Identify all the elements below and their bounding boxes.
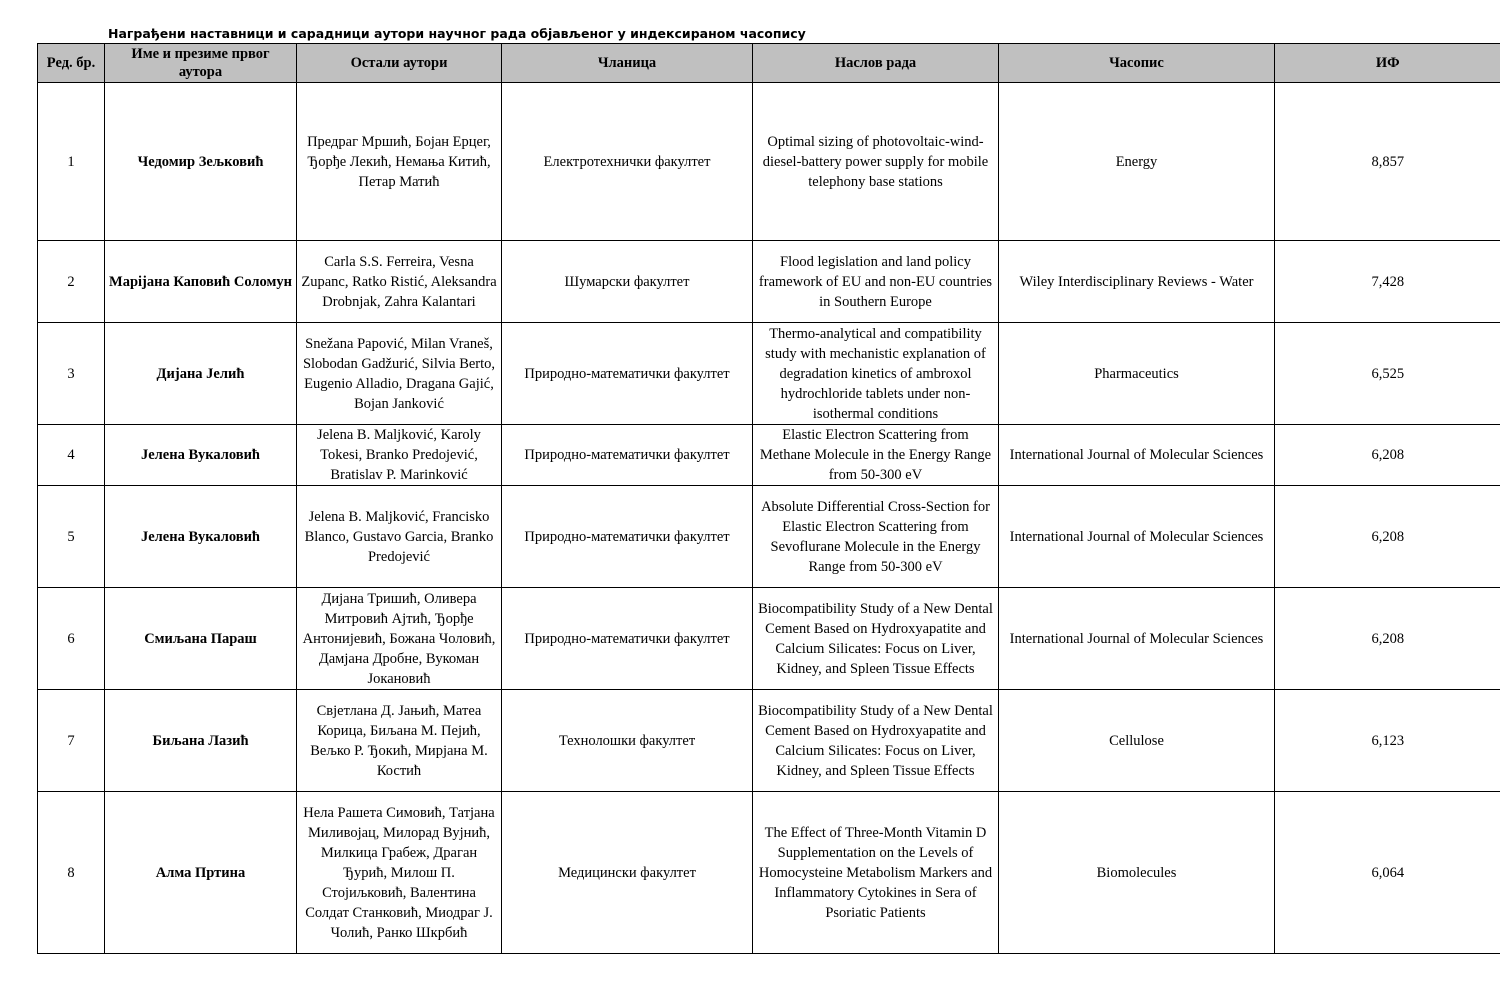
cell-faculty: Природно-математички факултет [502,323,753,425]
cell-faculty: Електротехнички факултет [502,83,753,241]
header-impact-factor: ИФ [1275,44,1500,83]
cell-row-number: 8 [38,792,105,954]
cell-paper-title: Flood legislation and land policy framework of EU and non-EU countries in Southern Europe [753,241,999,323]
table-row [38,588,1500,690]
cell-faculty: Шумарски факултет [502,241,753,323]
cell-journal: Energy [999,83,1275,241]
cell-row-number: 5 [38,486,105,588]
cell-paper-title: Biocompatibility Study of a New Dental Cement Based on Hydroxyapatite and Calcium Silicates: Focus on Liver, Kidney, and Spleen Tissue Effects [753,588,999,690]
cell-impact-factor: 7,428 [1275,241,1500,323]
header-first-author: Име и презиме првог аутора [105,44,297,83]
cell-journal: Cellulose [999,690,1275,792]
cell-paper-title: Biocompatibility Study of a New Dental Cement Based on Hydroxyapatite and Calcium Silicates: Focus on Liver, Kidney, and Spleen Tissue Effects [753,690,999,792]
cell-other-authors: Предраг Мршић, Бојан Ерцег, Ђорђе Лекић, Немања Китић, Петар Матић [297,83,502,241]
table-row [38,690,1500,792]
cell-other-authors: Дијана Тришић, Оливера Митровић Ајтић, Ђорђе Антонијевић, Божана Чоловић, Дамјана Дробне, Вукоман Јокановић [297,588,502,690]
cell-faculty: Природно-математички факултет [502,486,753,588]
header-row-number: Ред. бр. [38,44,105,83]
cell-row-number: 3 [38,323,105,425]
header-faculty: Чланица [502,44,753,83]
cell-row-number: 1 [38,83,105,241]
cell-impact-factor: 6,064 [1275,792,1500,954]
cell-faculty: Технолошки факултет [502,690,753,792]
cell-impact-factor: 6,208 [1275,486,1500,588]
cell-impact-factor: 6,123 [1275,690,1500,792]
cell-other-authors: Jelena B. Maljković, Karoly Tokesi, Branko Predojević, Bratislav P. Marinković [297,425,502,486]
cell-first-author: Биљана Лазић [105,690,297,792]
cell-first-author: Дијана Јелић [105,323,297,425]
cell-first-author: Чедомир Зељковић [105,83,297,241]
cell-row-number: 2 [38,241,105,323]
cell-other-authors: Jelena B. Maljković, Francisko Blanco, Gustavo Garcia, Branko Predojević [297,486,502,588]
cell-impact-factor: 6,208 [1275,425,1500,486]
table-row [38,425,1500,486]
header-other-authors: Остали аутори [297,44,502,83]
table-row [38,83,1500,241]
cell-journal: Pharmaceutics [999,323,1275,425]
cell-paper-title: Absolute Differential Cross-Section for Elastic Electron Scattering from Sevoflurane Molecule in the Energy Range from 50-300 eV [753,486,999,588]
cell-faculty: Медицински факултет [502,792,753,954]
cell-journal: International Journal of Molecular Sciences [999,588,1275,690]
cell-paper-title: Optimal sizing of photovoltaic-wind-diesel-battery power supply for mobile telephony base stations [753,83,999,241]
awards-table [37,43,1500,954]
cell-other-authors: Нела Рашета Симовић, Татјана Миливојац, Милорад Вујнић, Милкица Грабеж, Драган Ђурић, Милош П. Стојиљковић, Валентина Солдат Станковић, Миодраг Ј. Чолић, Ранко Шкрбић [297,792,502,954]
cell-first-author: Алма Пртина [105,792,297,954]
document-title: Награђени наставници и сарадници аутори научног рада објављеног у индексираном часопису [108,26,806,41]
header-paper-title: Наслов рада [753,44,999,83]
cell-faculty: Природно-математички факултет [502,588,753,690]
cell-first-author: Марijана Каповић Соломун [105,241,297,323]
cell-other-authors: Snežana Papović, Milan Vraneš, Slobodan Gadžurić, Silvia Berto, Eugenio Alladio, Dragana Gajić, Bojan Janković [297,323,502,425]
cell-paper-title: The Effect of Three-Month Vitamin D Supplementation on the Levels of Homocysteine Metabolism Markers and Inflammatory Cytokines in Sera of Psoriatic Patients [753,792,999,954]
cell-paper-title: Thermo-analytical and compatibility study with mechanistic explanation of degradation kinetics of ambroxol hydrochloride tablets under non-isothermal conditions [753,323,999,425]
cell-first-author: Јелена Вукаловић [105,486,297,588]
cell-faculty: Природно-математички факултет [502,425,753,486]
table-row [38,486,1500,588]
table-header-row [38,44,1500,83]
cell-journal: Wiley Interdisciplinary Reviews - Water [999,241,1275,323]
cell-paper-title: Elastic Electron Scattering from Methane Molecule in the Energy Range from 50-300 eV [753,425,999,486]
cell-journal: International Journal of Molecular Sciences [999,486,1275,588]
cell-row-number: 4 [38,425,105,486]
cell-other-authors: Carla S.S. Ferreira, Vesna Zupanc, Ratko Ristić, Aleksandra Drobnjak, Zahra Kalantari [297,241,502,323]
cell-row-number: 7 [38,690,105,792]
cell-other-authors: Свјетлана Д. Јањић, Матеа Корица, Биљана М. Пејић, Вељко Р. Ђокић, Мирјана М. Костић [297,690,502,792]
cell-journal: Biomolecules [999,792,1275,954]
cell-impact-factor: 6,208 [1275,588,1500,690]
cell-impact-factor: 8,857 [1275,83,1500,241]
table-row [38,323,1500,425]
cell-impact-factor: 6,525 [1275,323,1500,425]
header-journal: Часопис [999,44,1275,83]
cell-journal: International Journal of Molecular Sciences [999,425,1275,486]
cell-row-number: 6 [38,588,105,690]
table-row [38,792,1500,954]
cell-first-author: Смиљана Параш [105,588,297,690]
cell-first-author: Јелена Вукаловић [105,425,297,486]
table-row [38,241,1500,323]
